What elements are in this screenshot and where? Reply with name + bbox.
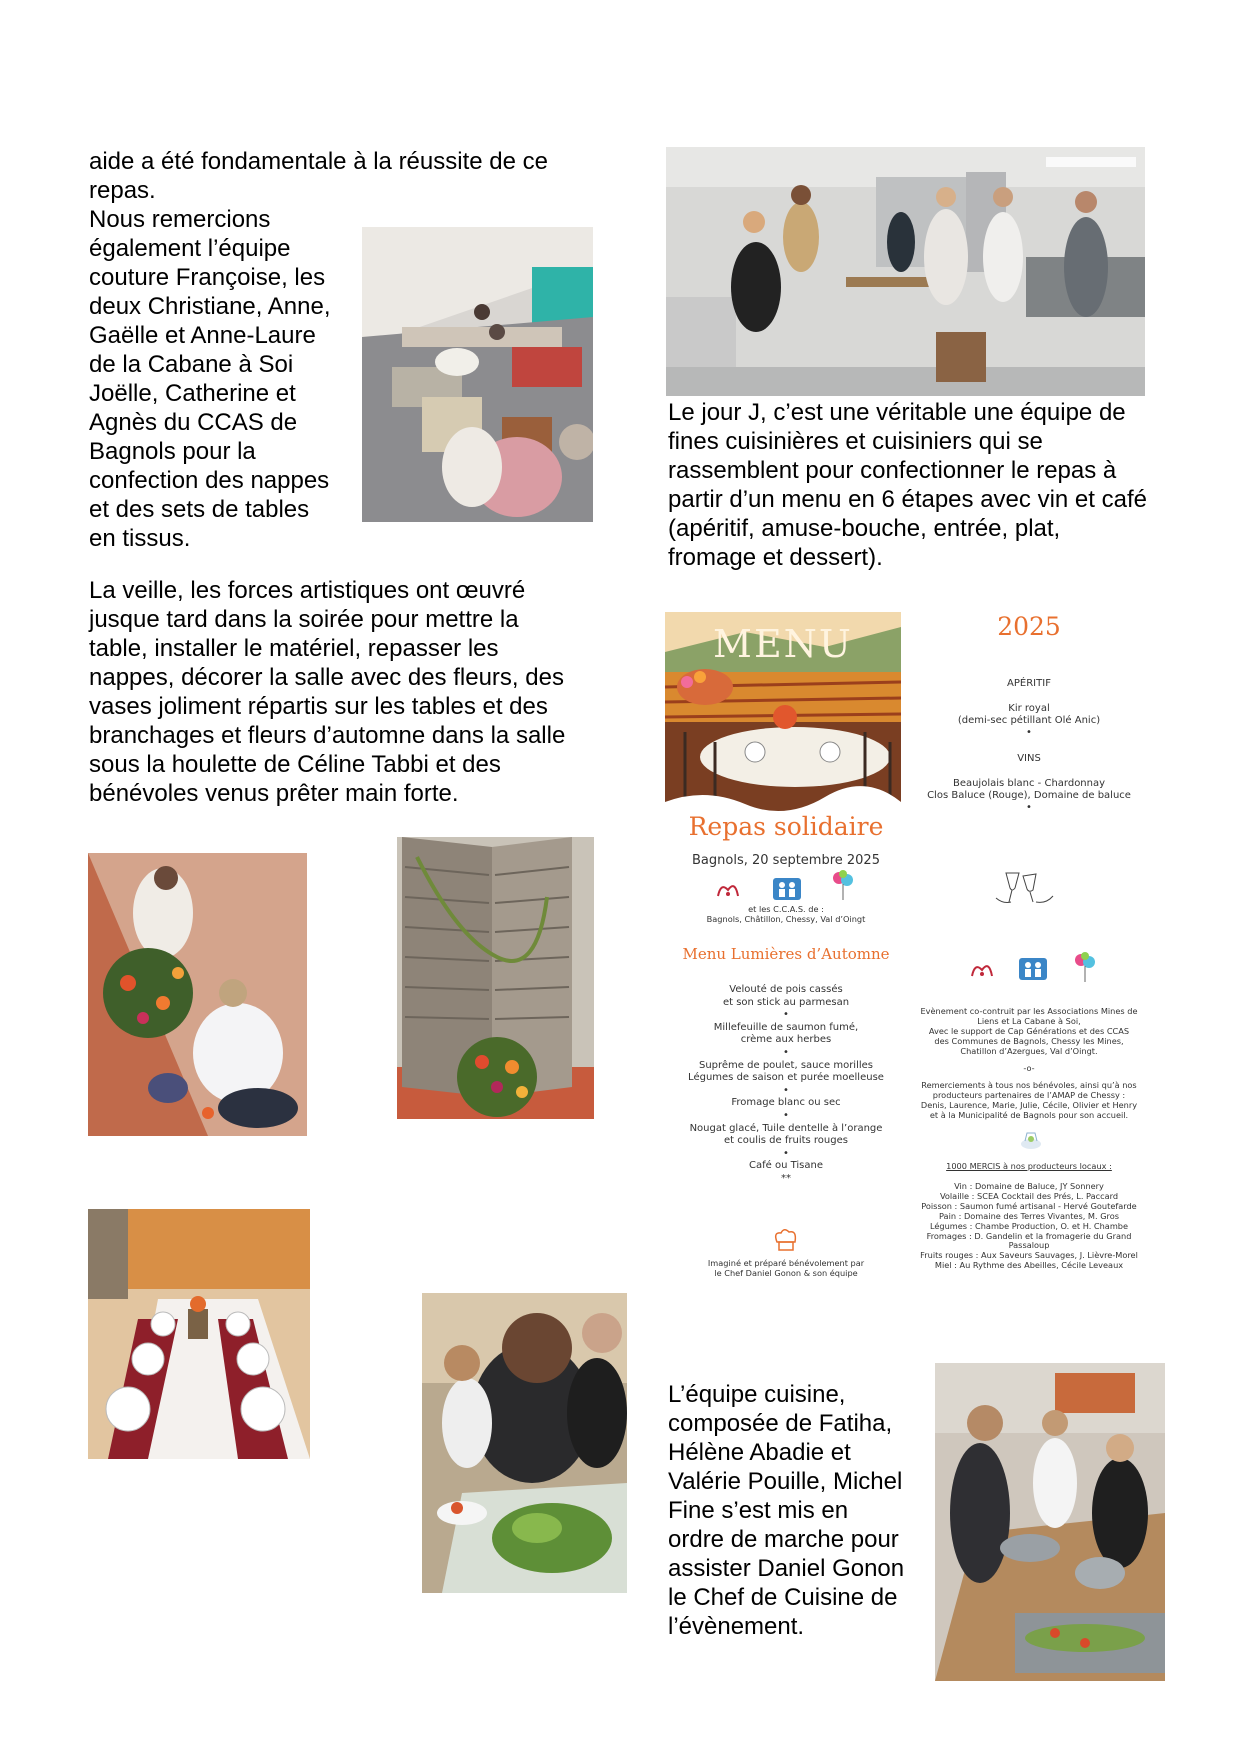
menu-card <box>671 612 1151 1290</box>
association-logo <box>715 878 741 900</box>
chef-hat-icon <box>771 1226 801 1256</box>
photo-flower-arranging <box>88 853 307 1136</box>
paragraph-kitchen-team: L’équipe cuisine, composée de Fatiha, Hélène Abadie et Valérie Pouille, Michel Fine s’est mis en ordre de marche pour assister Daniel Gonon le Chef de Cuisine de l’évènement. <box>668 1381 905 1640</box>
menu-banner-illustration <box>665 612 901 812</box>
wine-glasses-icon <box>991 868 1061 908</box>
menu-vins-title: VINS <box>1017 753 1041 764</box>
menu-merci-title: 1000 MERCIS à nos producteurs locaux : <box>946 1161 1112 1171</box>
family-logo <box>773 878 801 900</box>
balloon-logo-2 <box>1073 952 1097 984</box>
photo-salad-preparation <box>422 1293 627 1593</box>
menu-producers: Vin : Domaine de Baluce, JY Sonnery Volaille : SCEA Cocktail des Prés, L. Paccard Poisson : Saumon fumé artisanal - Hervé Goutefarde Pain : Domaine des Terres Vivantes, M. Gros Légumes : Chambe Production, O. et H. Chambe Fromages : D. Gandelin et la fromagerie du Grand Passaloup Fruits rouges : Aux Saveurs Sauvages, J. Lièvre-Morel Miel : Au Rythme des Abeilles, Cécile Leveaux <box>920 1181 1138 1271</box>
photo-table-setting <box>88 1209 310 1459</box>
photo-sewing-team <box>362 227 593 522</box>
photo-kitchen-team <box>935 1363 1165 1681</box>
menu-event-info: Evènement co-contruit par les Associations Mines de Liens et La Cabane à Soi, Avec le support de Cap Générations et des CCAS des Communes de Bagnols, Chessy les Mines, Chatillon d’Azergues, Val d’Oingt. <box>920 1006 1138 1056</box>
paragraph-intro-end: aide a été fondamentale à la réussite de ce repas. <box>89 148 548 204</box>
photo-kitchen-group <box>666 147 1145 396</box>
menu-event-title: Repas solidaire <box>688 812 884 841</box>
basket-icon <box>1019 1129 1043 1151</box>
paragraph-thanks-sewing-team: Nous remercions également l’équipe couture Françoise, les deux Christiane, Anne, Gaëlle et Anne-Laure de la Cabane à Soi Joëlle, Catherine et Agnès du CCAS de Bagnols pour la confection des nappes et des sets de tables en tissus. <box>89 206 331 552</box>
paragraph-cooking-day: Le jour J, c’est une véritable une équipe de fines cuisinières et cuisiniers qui se rassemblent pour confectionner le repas à partir d’un menu en 6 étapes avec vin et café (apéritif, amuse-bouche, entrée, plat, fromage et dessert). <box>668 399 1147 571</box>
menu-ccas-communes: et les C.C.A.S. de : Bagnols, Châtillon, Chessy, Val d’Oingt <box>706 904 866 924</box>
menu-year: 2025 <box>997 612 1061 641</box>
menu-event-date: Bagnols, 20 septembre 2025 <box>692 853 880 868</box>
menu-aperitif-title: APÉRITIF <box>1007 678 1051 689</box>
menu-vins: Beaujolais blanc - Chardonnay Clos Baluce (Rouge), Domaine de baluce • <box>927 778 1131 813</box>
menu-credit: Imaginé et préparé bénévolement par le Chef Daniel Gonon & son équipe <box>707 1258 865 1278</box>
family-logo-2 <box>1019 958 1047 980</box>
menu-subtitle: Menu Lumières d’Automne <box>682 945 890 963</box>
menu-courses: Velouté de pois cassés et son stick au parmesan • Millefeuille de saumon fumé, crème aux herbes • Suprême de poulet, sauce morilles Légumes de saison et purée moelleuse • Fromage blanc ou sec • Nougat glacé, Tuile dentelle à l’orange et coulis de fruits rouges • Café ou Tisane ** <box>688 984 884 1184</box>
menu-aperitif: Kir royal (demi-sec pétillant Olé Anic) • <box>957 703 1101 738</box>
paragraph-decoration: La veille, les forces artistiques ont œuvré jusque tard dans la soirée pour mettre la table, installer le matériel, repasser les nappes, décorer la salle avec des fleurs, des vases joliment répartis sur les tables et des branchages et fleurs d’automne dans la salle sous la houlette de Céline Tabbi et des bénévoles venus prêter main forte. <box>89 577 566 807</box>
association-logo-2 <box>969 958 995 980</box>
balloon-logo <box>831 870 855 902</box>
menu-banner-title: MENU <box>713 622 853 666</box>
menu-separator: -o- <box>1023 1063 1035 1073</box>
menu-thanks: Remerciements à tous nos bénévoles, ainsi qu’à nos producteurs partenaires de l’AMAP de Chessy : Denis, Laurence, Marie, Julie, Cécile, Olivier et Henry et à la Municipalité de Bagnols pour son accueil. <box>920 1080 1138 1120</box>
photo-shutter-decoration <box>397 837 594 1119</box>
